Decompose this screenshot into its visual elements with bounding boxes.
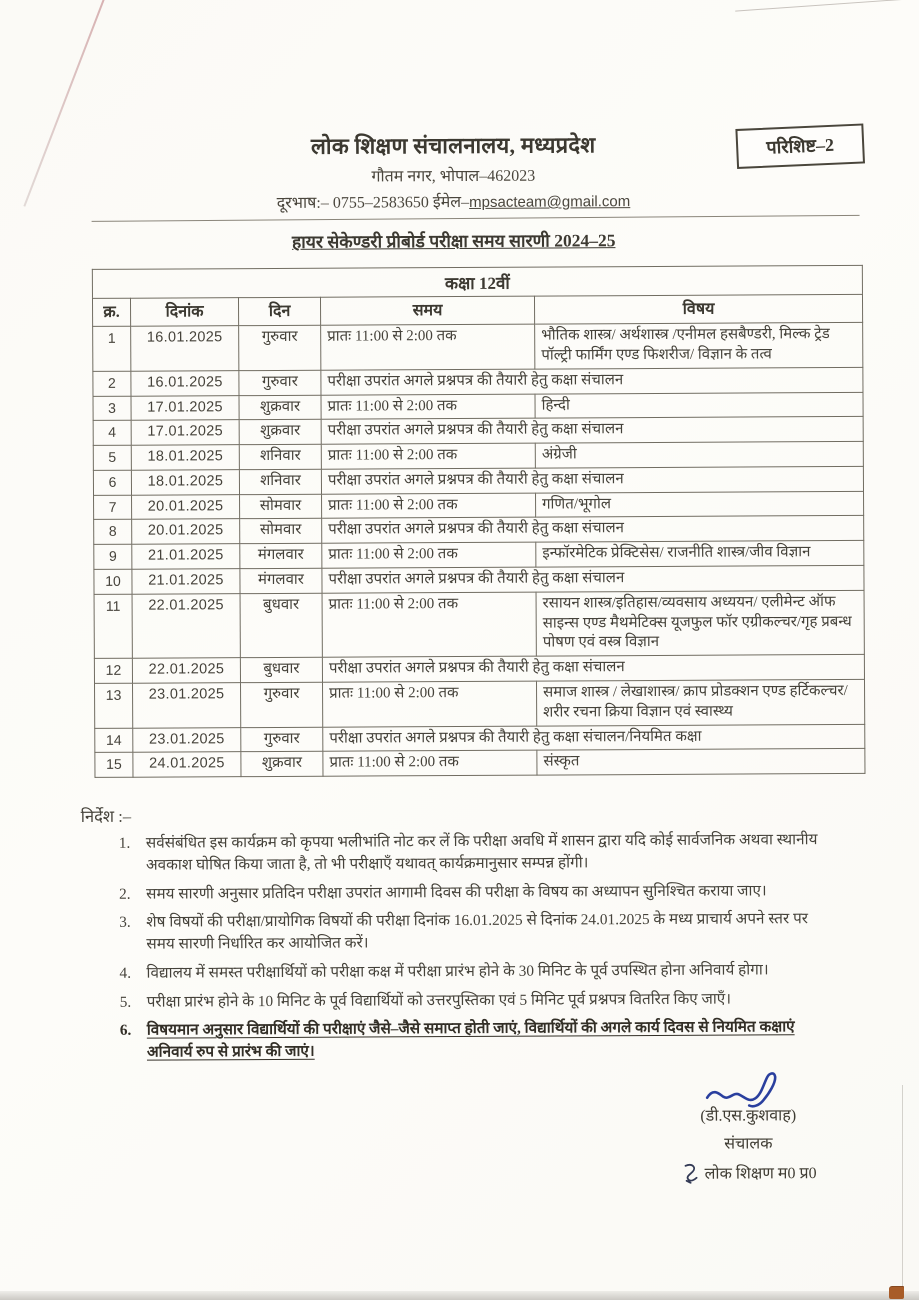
cell-serial: 15 — [95, 753, 133, 778]
instruction-number: 1. — [118, 834, 131, 853]
cell-day: गुरुवार — [239, 325, 321, 370]
instruction-number: 5. — [119, 993, 132, 1011]
cell-serial: 2 — [93, 371, 131, 396]
instruction-number: 6. — [119, 1022, 132, 1040]
cell-time: प्रातः 11:00 से 2:00 तक — [321, 394, 535, 420]
col-header-day: दिन — [238, 297, 320, 326]
phone-label: दूरभाष:– 0755–2583650 ईमेल– — [276, 193, 470, 212]
scan-bottom-edge — [0, 1291, 919, 1300]
table-row — [94, 590, 864, 658]
cell-date: 22.01.2025 — [132, 594, 240, 659]
cell-serial: 14 — [95, 728, 133, 753]
cell-day: गुरुवार — [241, 727, 323, 752]
cell-activity: परीक्षा उपरांत अगले प्रश्नपत्र की तैयारी हेतु कक्षा संचालन — [321, 417, 863, 445]
table-row — [95, 679, 865, 728]
organization-name: लोक शिक्षण संचालनालय, मध्यप्रदेश — [310, 132, 596, 159]
cell-time: प्रातः 11:00 से 2:00 तक — [322, 681, 536, 727]
cell-day: शुक्रवार — [239, 395, 321, 420]
cell-day: गुरुवार — [241, 682, 323, 727]
document-title: हायर सेकेण्डरी प्रीबोर्ड परीक्षा समय सारणी 2024–25 — [291, 230, 616, 252]
cell-date: 16.01.2025 — [131, 370, 239, 395]
instruction-text: सर्वसंबंधित इस कार्यक्रम को कृपया भलीभांति नोट कर लें कि परीक्षा अवधि में शासन द्वारा यदि कोई सार्वजनिक अथवा स्थानीय अवकाश घोषित किया जाता है, तो भी परीक्षाएँ यथावत् कार्यक्रमानुसार सम्पन्न होंगी। — [145, 831, 818, 874]
email-link[interactable]: mpsacteam@gmail.com — [469, 193, 631, 211]
cell-serial: 8 — [94, 520, 132, 545]
cell-subject: इन्फॉरमेटिक प्रेक्टिसेस/ राजनीति शास्त्र/जीव विज्ञान — [536, 541, 864, 568]
scan-crease-artifact — [902, 1085, 903, 1300]
instruction-text: परीक्षा प्रारंभ होने के 10 मिनिट के पूर्व विद्यार्थियों को उत्तरपुस्तिका एवं 5 मिनिट पूर्व प्रश्नपत्र वितरित किए जाएँ। — [146, 990, 732, 1011]
cell-day: शुक्रवार — [241, 752, 323, 777]
cell-day: शुक्रवार — [239, 420, 321, 445]
instruction-number: 2. — [119, 885, 131, 903]
organization-address: गौतम नगर, भोपाल–462023 — [371, 167, 536, 186]
cell-time: प्रातः 11:00 से 2:00 तक — [322, 592, 536, 658]
exam-table-body — [93, 323, 865, 778]
cell-time: प्रातः 11:00 से 2:00 तक — [321, 324, 535, 370]
cell-subject: हिन्दी — [535, 392, 863, 419]
table-row — [95, 749, 865, 778]
cell-activity: परीक्षा उपरांत अगले प्रश्नपत्र की तैयारी हेतु कक्षा संचालन — [322, 565, 864, 593]
cell-date: 20.01.2025 — [132, 519, 240, 544]
instruction-number: 3. — [119, 914, 131, 932]
cell-day: शनिवार — [239, 444, 321, 469]
signatory-org-label: लोक शिक्षण म0 प्र0 — [704, 1164, 817, 1183]
instructions-heading: निर्देश :– — [80, 806, 132, 827]
appendix-label: परिशिष्ट–2 — [765, 134, 835, 158]
cell-subject: संस्कृत — [537, 749, 865, 776]
col-header-serial: क्र. — [92, 298, 130, 326]
cell-time: प्रातः 11:00 से 2:00 तक — [322, 493, 536, 519]
instruction-item — [81, 908, 871, 956]
instruction-text: विद्यालय में समस्त परीक्षार्थियों को परीक्षा कक्ष में परीक्षा प्रारंभ होने के 30 मिनिट के पूर्व उपस्थित होना अनिवार्य होगा। — [146, 961, 769, 982]
instruction-text: शेष विषयों की परीक्षा/प्रायोगिक विषयों की परीक्षा दिनांक 16.01.2025 से दिनांक 24.01.2025 के मध्य प्राचार्य अपने स्तर पर समय सारणी निर्धारित कर आयोजित करें। — [146, 910, 809, 953]
cell-date: 24.01.2025 — [133, 752, 241, 777]
cell-day: सोमवार — [240, 494, 322, 519]
cell-activity: परीक्षा उपरांत अगले प्रश्नपत्र की तैयारी हेतु कक्षा संचालन — [321, 367, 863, 395]
cell-date: 17.01.2025 — [131, 395, 239, 420]
instruction-item — [82, 1016, 872, 1064]
cell-subject: समाज शास्त्र / लेखाशास्त्र/ क्राप प्रोडक्शन एण्ड हर्टिकल्चर/शरीर रचना क्रिया विज्ञान एवं स्वास्थ्य — [536, 679, 864, 725]
cell-serial: 4 — [93, 421, 131, 446]
table-caption: कक्षा 12वीं — [92, 265, 863, 298]
instruction-text: विषयमान अनुसार विद्यार्थियों की परीक्षाएं जैसे–जैसे समाप्त होती जाएं, विद्यार्थियों की अगले कार्य दिवस से नियमित कक्षाएं अनिवार्य रुप से प्रारंभ की जाएं। — [146, 1018, 795, 1061]
cell-date: 21.01.2025 — [132, 569, 240, 594]
cell-day: बुधवार — [240, 657, 322, 682]
signatory-name: (डी.एस.कुशवाह) — [700, 1106, 797, 1125]
cell-date: 18.01.2025 — [131, 470, 239, 495]
cell-serial: 11 — [94, 594, 132, 659]
signatory-designation: संचालक — [724, 1135, 773, 1153]
cell-date: 22.01.2025 — [132, 658, 240, 683]
cell-activity: परीक्षा उपरांत अगले प्रश्नपत्र की तैयारी हेतु कक्षा संचालन — [322, 655, 864, 683]
exam-schedule-table — [92, 265, 866, 778]
cell-subject: अंग्रेजी — [535, 441, 863, 468]
cell-subject: भौतिक शास्त्र/ अर्थशास्त्र /एनीमल हसबैण्डरी, मिल्क ट्रेड पॉल्ट्री फार्मिंग एण्ड फिशरीज/ विज्ञान के तत्व — [535, 323, 863, 369]
table-header-row — [92, 294, 862, 326]
cell-date: 23.01.2025 — [133, 683, 241, 728]
cell-time: प्रातः 11:00 से 2:00 तक — [322, 542, 536, 568]
cell-serial: 12 — [94, 658, 132, 683]
corner-stain-artifact — [889, 1286, 904, 1299]
cell-activity: परीक्षा उपरांत अगले प्रश्नपत्र की तैयारी हेतु कक्षा संचालन — [322, 516, 864, 544]
instruction-item — [81, 880, 871, 906]
cell-serial: 9 — [94, 545, 132, 570]
cell-subject: गणित/भूगोल — [536, 491, 864, 518]
cell-serial: 5 — [93, 445, 131, 470]
instructions-list — [81, 829, 872, 1064]
instructions-section — [81, 800, 872, 1064]
cell-day: मंगलवार — [240, 568, 322, 593]
instruction-item — [81, 829, 871, 877]
initial-scribble-icon — [680, 1161, 700, 1183]
col-header-subject: विषय — [534, 294, 862, 324]
cell-date: 20.01.2025 — [132, 494, 240, 519]
cell-time: प्रातः 11:00 से 2:00 तक — [321, 443, 535, 469]
cell-time: प्रातः 11:00 से 2:00 तक — [323, 751, 537, 777]
cell-serial: 3 — [93, 396, 131, 421]
signatory-organization — [644, 1161, 854, 1184]
cell-serial: 1 — [93, 326, 131, 371]
cell-day: सोमवार — [240, 519, 322, 544]
cell-serial: 10 — [94, 569, 132, 594]
cell-date: 16.01.2025 — [131, 326, 239, 371]
cell-serial: 7 — [94, 495, 132, 520]
cell-date: 18.01.2025 — [131, 445, 239, 470]
cell-day: शनिवार — [239, 469, 321, 494]
signature-block — [4, 1067, 854, 1192]
contact-line — [91, 188, 815, 214]
cell-day: मंगलवार — [240, 544, 322, 569]
cell-date: 17.01.2025 — [131, 420, 239, 445]
col-header-date: दिनांक — [130, 298, 238, 327]
cell-day: गुरुवार — [239, 370, 321, 395]
instruction-text: समय सारणी अनुसार प्रतिदिन परीक्षा उपरांत आगामी दिवस की परीक्षा के विषय का अध्यापन सुनिश्चित कराया जाए। — [146, 882, 767, 903]
cell-activity: परीक्षा उपरांत अगले प्रश्नपत्र की तैयारी हेतु कक्षा संचालन — [321, 466, 863, 494]
cell-serial: 6 — [93, 470, 131, 495]
table-row — [93, 323, 863, 372]
cell-day: बुधवार — [240, 593, 322, 658]
letterhead — [90, 0, 815, 255]
cell-date: 21.01.2025 — [132, 544, 240, 569]
cell-activity: परीक्षा उपरांत अगले प्रश्नपत्र की तैयारी हेतु कक्षा संचालन/नियमित कक्षा — [323, 724, 865, 752]
col-header-time: समय — [320, 296, 534, 325]
instruction-number: 4. — [119, 964, 132, 982]
appendix-badge — [735, 123, 865, 169]
cell-subject: रसायन शास्त्र/इतिहास/व्यवसाय अध्ययन/ एलीमेन्ट ऑफ साइन्स एण्ड मैथमेटिक्स यूजफुल फॉर एग्रीकल्चर/गृह प्रबन्ध पोषण एवं वस्त्र विज्ञान — [536, 590, 864, 656]
instruction-item — [82, 987, 872, 1013]
cell-date: 23.01.2025 — [133, 727, 241, 752]
cell-serial: 13 — [95, 683, 133, 728]
instruction-item — [81, 959, 871, 985]
